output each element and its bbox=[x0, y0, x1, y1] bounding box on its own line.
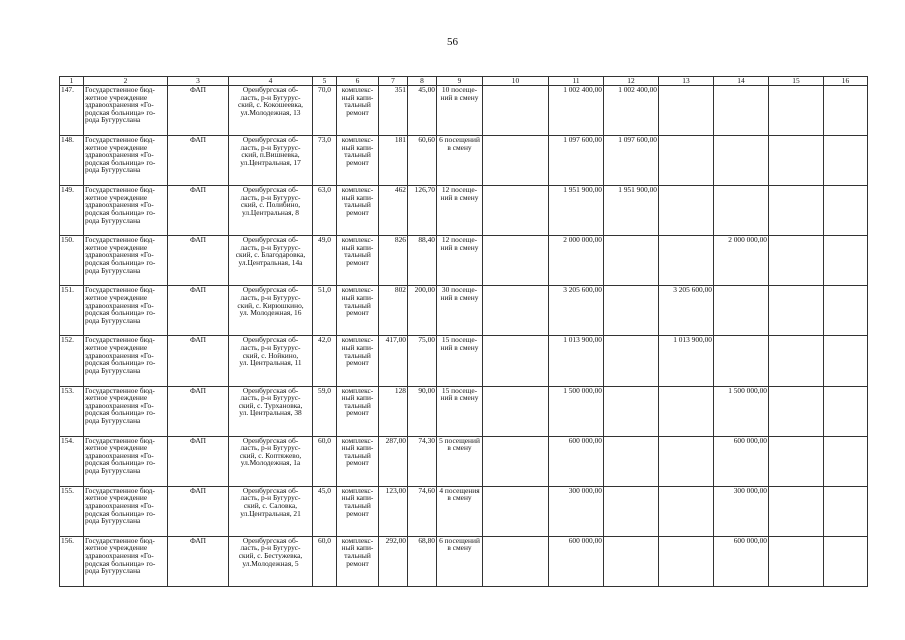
population-cell: 802 bbox=[379, 286, 408, 336]
capacity-cell: 4 посещения в смену bbox=[437, 486, 483, 536]
population-cell: 292,00 bbox=[379, 536, 408, 586]
population-cell: 123,00 bbox=[379, 486, 408, 536]
total-cost-cell: 300 000,00 bbox=[549, 486, 604, 536]
area-cell: 42,0 bbox=[313, 336, 337, 386]
amount-col-16-cell bbox=[824, 536, 868, 586]
capacity-cell: 10 посеще- ний в смену bbox=[437, 86, 483, 136]
table-header-row bbox=[60, 77, 868, 86]
address-cell: Оренбургская об- ласть, р-н Бугурус- ский, с. Коптяжево, ул.Молодежная, 1а bbox=[229, 436, 313, 486]
population-cell: 826 bbox=[379, 236, 408, 286]
cost-per-unit-cell: 74,60 bbox=[408, 486, 437, 536]
work-type-cell: комплекс- ный капи- тальный ремонт bbox=[337, 186, 379, 236]
total-cost-cell: 1 002 400,00 bbox=[549, 86, 604, 136]
amount-col-16-cell bbox=[824, 336, 868, 386]
work-type-cell: комплекс- ный капи- тальный ремонт bbox=[337, 436, 379, 486]
cost-per-unit-cell: 68,80 bbox=[408, 536, 437, 586]
column-header: 4 bbox=[229, 77, 313, 86]
amount-col-14-cell: 2 000 000,00 bbox=[714, 236, 769, 286]
cost-per-unit-cell: 90,00 bbox=[408, 386, 437, 436]
col-10-cell bbox=[483, 136, 549, 186]
column-header: 7 bbox=[379, 77, 408, 86]
amount-col-16-cell bbox=[824, 286, 868, 336]
amount-col-15-cell bbox=[769, 486, 824, 536]
population-cell: 351 bbox=[379, 86, 408, 136]
total-cost-cell: 1 951 900,00 bbox=[549, 186, 604, 236]
amount-col-12-cell bbox=[604, 386, 659, 436]
address-cell: Оренбургская об- ласть, р-н Бугурус- ский, п.Вишневка, ул.Центральная, 17 bbox=[229, 136, 313, 186]
area-cell: 70,0 bbox=[313, 86, 337, 136]
address-cell: Оренбургская об- ласть, р-н Бугурус- ский, с. Кокошеевка, ул.Молодежная, 13 bbox=[229, 86, 313, 136]
work-type-cell: комплекс- ный капи- тальный ремонт bbox=[337, 86, 379, 136]
total-cost-cell: 1 097 600,00 bbox=[549, 136, 604, 186]
total-cost-cell: 1 500 000,00 bbox=[549, 386, 604, 436]
capacity-cell: 15 посеще- ний в смену bbox=[437, 336, 483, 386]
amount-col-12-cell bbox=[604, 336, 659, 386]
amount-col-16-cell bbox=[824, 236, 868, 286]
amount-col-13-cell bbox=[659, 536, 714, 586]
column-header: 10 bbox=[483, 77, 549, 86]
facility-type-cell: ФАП bbox=[168, 486, 229, 536]
amount-col-12-cell bbox=[604, 436, 659, 486]
work-type-cell: комплекс- ный капи- тальный ремонт bbox=[337, 136, 379, 186]
amount-col-12-cell: 1 097 600,00 bbox=[604, 136, 659, 186]
population-cell: 417,00 bbox=[379, 336, 408, 386]
work-type-cell: комплекс- ный капи- тальный ремонт bbox=[337, 486, 379, 536]
area-cell: 73,0 bbox=[313, 136, 337, 186]
address-cell: Оренбургская об- ласть, р-н Бугурус- ский, с. Бестужевка, ул.Молодежная, 5 bbox=[229, 536, 313, 586]
column-header: 1 bbox=[60, 77, 84, 86]
amount-col-13-cell bbox=[659, 186, 714, 236]
amount-col-16-cell bbox=[824, 86, 868, 136]
table-row bbox=[60, 336, 868, 386]
row-number-cell: 149. bbox=[60, 186, 84, 236]
cost-per-unit-cell: 60,60 bbox=[408, 136, 437, 186]
amount-col-15-cell bbox=[769, 186, 824, 236]
row-number-cell: 148. bbox=[60, 136, 84, 186]
address-cell: Оренбургская об- ласть, р-н Бугурус- ский, с. Кирюшкино, ул. Молодежная, 16 bbox=[229, 286, 313, 336]
table-row bbox=[60, 286, 868, 336]
amount-col-12-cell bbox=[604, 486, 659, 536]
work-type-cell: комплекс- ный капи- тальный ремонт bbox=[337, 236, 379, 286]
amount-col-15-cell bbox=[769, 536, 824, 586]
cost-per-unit-cell: 88,40 bbox=[408, 236, 437, 286]
work-type-cell: комплекс- ный капи- тальный ремонт bbox=[337, 336, 379, 386]
address-cell: Оренбургская об- ласть, р-н Бугурус- ский, с. Благодаровка, ул.Центральная, 14а bbox=[229, 236, 313, 286]
table-row bbox=[60, 536, 868, 586]
cost-per-unit-cell: 126,70 bbox=[408, 186, 437, 236]
address-cell: Оренбургская об- ласть, р-н Бугурус- ский, с. Нойкино, ул. Центральная, 11 bbox=[229, 336, 313, 386]
amount-col-14-cell: 600 000,00 bbox=[714, 436, 769, 486]
capacity-cell: 12 посеще- ний в смену bbox=[437, 186, 483, 236]
facility-type-cell: ФАП bbox=[168, 86, 229, 136]
organization-cell: Государственное бюд- жетное учреждение здравоохранения «Го- родская больница» го- рода Бугуруслана bbox=[84, 386, 168, 436]
amount-col-16-cell bbox=[824, 486, 868, 536]
area-cell: 60,0 bbox=[313, 536, 337, 586]
amount-col-15-cell bbox=[769, 386, 824, 436]
address-cell: Оренбургская об- ласть, р-н Бугурус- ский, с. Саловка, ул.Центральная, 21 bbox=[229, 486, 313, 536]
page-number: 56 bbox=[447, 36, 458, 48]
col-10-cell bbox=[483, 436, 549, 486]
column-header: 15 bbox=[769, 77, 824, 86]
facility-type-cell: ФАП bbox=[168, 386, 229, 436]
organization-cell: Государственное бюд- жетное учреждение здравоохранения «Го- родская больница» го- рода Бугуруслана bbox=[84, 186, 168, 236]
amount-col-13-cell bbox=[659, 236, 714, 286]
organization-cell: Государственное бюд- жетное учреждение здравоохранения «Го- родская больница» го- рода Бугуруслана bbox=[84, 336, 168, 386]
cost-per-unit-cell: 74,30 bbox=[408, 436, 437, 486]
facility-type-cell: ФАП bbox=[168, 286, 229, 336]
facility-type-cell: ФАП bbox=[168, 186, 229, 236]
total-cost-cell: 600 000,00 bbox=[549, 436, 604, 486]
amount-col-14-cell bbox=[714, 336, 769, 386]
amount-col-14-cell: 300 000,00 bbox=[714, 486, 769, 536]
total-cost-cell: 3 205 600,00 bbox=[549, 286, 604, 336]
total-cost-cell: 2 000 000,00 bbox=[549, 236, 604, 286]
facility-type-cell: ФАП bbox=[168, 536, 229, 586]
population-cell: 462 bbox=[379, 186, 408, 236]
table-row bbox=[60, 236, 868, 286]
amount-col-14-cell bbox=[714, 136, 769, 186]
capacity-cell: 15 посеще- ний в смену bbox=[437, 386, 483, 436]
facility-type-cell: ФАП bbox=[168, 436, 229, 486]
organization-cell: Государственное бюд- жетное учреждение здравоохранения «Го- родская больница» го- рода Бугуруслана bbox=[84, 86, 168, 136]
row-number-cell: 153. bbox=[60, 386, 84, 436]
organization-cell: Государственное бюд- жетное учреждение здравоохранения «Го- родская больница» го- рода Бугуруслана bbox=[84, 536, 168, 586]
organization-cell: Государственное бюд- жетное учреждение здравоохранения «Го- родская больница» го- рода Бугуруслана bbox=[84, 236, 168, 286]
amount-col-13-cell bbox=[659, 436, 714, 486]
amount-col-16-cell bbox=[824, 436, 868, 486]
amount-col-15-cell bbox=[769, 286, 824, 336]
amount-col-13-cell bbox=[659, 136, 714, 186]
col-10-cell bbox=[483, 236, 549, 286]
area-cell: 45,0 bbox=[313, 486, 337, 536]
column-header: 11 bbox=[549, 77, 604, 86]
table-row bbox=[60, 136, 868, 186]
column-header: 8 bbox=[408, 77, 437, 86]
facilities-table bbox=[59, 76, 868, 587]
col-10-cell bbox=[483, 336, 549, 386]
amount-col-12-cell bbox=[604, 236, 659, 286]
population-cell: 181 bbox=[379, 136, 408, 186]
facility-type-cell: ФАП bbox=[168, 136, 229, 186]
row-number-cell: 147. bbox=[60, 86, 84, 136]
organization-cell: Государственное бюд- жетное учреждение здравоохранения «Го- родская больница» го- рода Бугуруслана bbox=[84, 136, 168, 186]
cost-per-unit-cell: 75,00 bbox=[408, 336, 437, 386]
amount-col-16-cell bbox=[824, 136, 868, 186]
amount-col-13-cell bbox=[659, 386, 714, 436]
amount-col-14-cell: 1 500 000,00 bbox=[714, 386, 769, 436]
cost-per-unit-cell: 200,00 bbox=[408, 286, 437, 336]
row-number-cell: 150. bbox=[60, 236, 84, 286]
column-header: 12 bbox=[604, 77, 659, 86]
amount-col-16-cell bbox=[824, 186, 868, 236]
organization-cell: Государственное бюд- жетное учреждение здравоохранения «Го- родская больница» го- рода Бугуруслана bbox=[84, 486, 168, 536]
amount-col-14-cell bbox=[714, 86, 769, 136]
population-cell: 128 bbox=[379, 386, 408, 436]
total-cost-cell: 1 013 900,00 bbox=[549, 336, 604, 386]
area-cell: 51,0 bbox=[313, 286, 337, 336]
cost-per-unit-cell: 45,00 bbox=[408, 86, 437, 136]
facility-type-cell: ФАП bbox=[168, 336, 229, 386]
row-number-cell: 152. bbox=[60, 336, 84, 386]
amount-col-12-cell: 1 002 400,00 bbox=[604, 86, 659, 136]
amount-col-15-cell bbox=[769, 236, 824, 286]
col-10-cell bbox=[483, 286, 549, 336]
amount-col-13-cell: 3 205 600,00 bbox=[659, 286, 714, 336]
capacity-cell: 5 посещений в смену bbox=[437, 436, 483, 486]
amount-col-12-cell bbox=[604, 536, 659, 586]
column-header: 5 bbox=[313, 77, 337, 86]
column-header: 14 bbox=[714, 77, 769, 86]
column-header: 13 bbox=[659, 77, 714, 86]
amount-col-15-cell bbox=[769, 136, 824, 186]
amount-col-14-cell bbox=[714, 286, 769, 336]
address-cell: Оренбургская об- ласть, р-н Бугурус- ский, с. Турхановка, ул. Центральная, 38 bbox=[229, 386, 313, 436]
work-type-cell: комплекс- ный капи- тальный ремонт bbox=[337, 536, 379, 586]
amount-col-12-cell bbox=[604, 286, 659, 336]
organization-cell: Государственное бюд- жетное учреждение здравоохранения «Го- родская больница» го- рода Бугуруслана bbox=[84, 286, 168, 336]
amount-col-15-cell bbox=[769, 436, 824, 486]
amount-col-14-cell bbox=[714, 186, 769, 236]
amount-col-12-cell: 1 951 900,00 bbox=[604, 186, 659, 236]
col-10-cell bbox=[483, 486, 549, 536]
amount-col-13-cell bbox=[659, 486, 714, 536]
row-number-cell: 155. bbox=[60, 486, 84, 536]
row-number-cell: 156. bbox=[60, 536, 84, 586]
capacity-cell: 6 посещений в смену bbox=[437, 136, 483, 186]
area-cell: 63,0 bbox=[313, 186, 337, 236]
population-cell: 287,00 bbox=[379, 436, 408, 486]
table-row bbox=[60, 186, 868, 236]
facility-type-cell: ФАП bbox=[168, 236, 229, 286]
area-cell: 59,0 bbox=[313, 386, 337, 436]
amount-col-16-cell bbox=[824, 386, 868, 436]
table-row bbox=[60, 386, 868, 436]
amount-col-13-cell bbox=[659, 86, 714, 136]
amount-col-13-cell: 1 013 900,00 bbox=[659, 336, 714, 386]
amount-col-15-cell bbox=[769, 86, 824, 136]
col-10-cell bbox=[483, 86, 549, 136]
area-cell: 49,0 bbox=[313, 236, 337, 286]
row-number-cell: 154. bbox=[60, 436, 84, 486]
capacity-cell: 12 посеще- ний в смену bbox=[437, 236, 483, 286]
column-header: 9 bbox=[437, 77, 483, 86]
row-number-cell: 151. bbox=[60, 286, 84, 336]
table-row bbox=[60, 486, 868, 536]
table-row bbox=[60, 436, 868, 486]
area-cell: 60,0 bbox=[313, 436, 337, 486]
amount-col-14-cell: 600 000,00 bbox=[714, 536, 769, 586]
column-header: 6 bbox=[337, 77, 379, 86]
table-row bbox=[60, 86, 868, 136]
total-cost-cell: 600 000,00 bbox=[549, 536, 604, 586]
work-type-cell: комплекс- ный капи- тальный ремонт bbox=[337, 386, 379, 436]
amount-col-15-cell bbox=[769, 336, 824, 386]
col-10-cell bbox=[483, 536, 549, 586]
col-10-cell bbox=[483, 186, 549, 236]
work-type-cell: комплекс- ный капи- тальный ремонт bbox=[337, 286, 379, 336]
column-header: 2 bbox=[84, 77, 168, 86]
capacity-cell: 6 посещений в смену bbox=[437, 536, 483, 586]
col-10-cell bbox=[483, 386, 549, 436]
capacity-cell: 30 посеще- ний в смену bbox=[437, 286, 483, 336]
organization-cell: Государственное бюд- жетное учреждение здравоохранения «Го- родская больница» го- рода Бугуруслана bbox=[84, 436, 168, 486]
address-cell: Оренбургская об- ласть, р-н Бугурус- ский, с. Полибино, ул.Центральная, 8 bbox=[229, 186, 313, 236]
column-header: 16 bbox=[824, 77, 868, 86]
column-header: 3 bbox=[168, 77, 229, 86]
